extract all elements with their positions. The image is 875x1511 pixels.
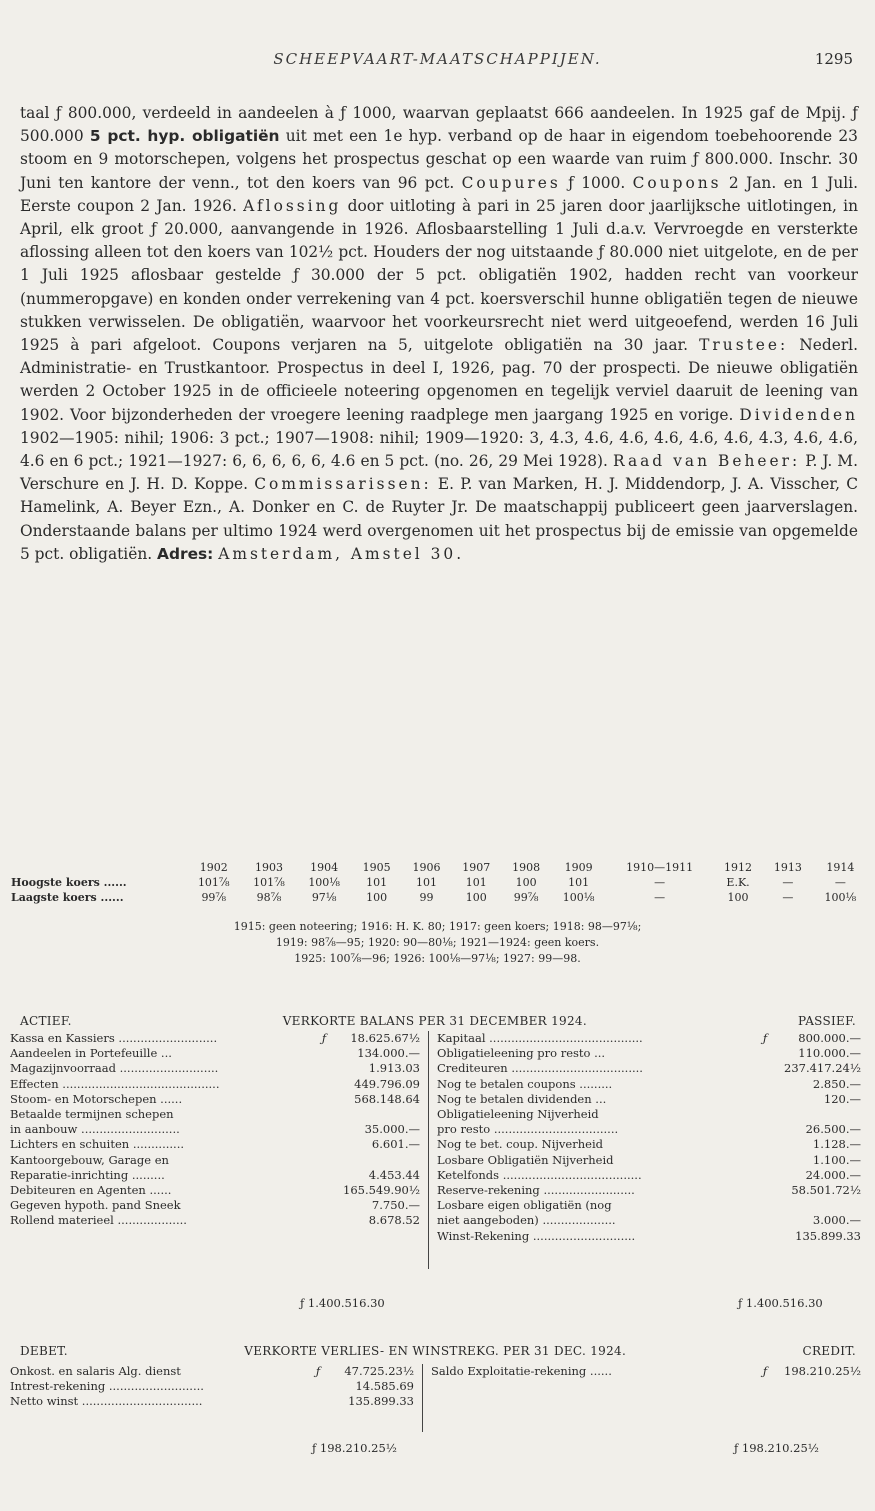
balance-heading (20, 1014, 856, 1028)
year-header: 1910—1911 (626, 861, 694, 874)
ledger-row (10, 1077, 426, 1092)
price-cell: — (654, 876, 666, 889)
currency-sign: ƒ (321, 1031, 327, 1045)
label-raad: Raad van Beheer: (613, 452, 801, 471)
text-p1: taal ƒ 800.000, verdeeld in aandeelen à ƒ 1000, waarvan geplaatst 666 aandeelen. In 1925 gaf de Mpij. ƒ 500.000 (20, 104, 858, 146)
ledger-row (429, 1137, 867, 1152)
paragraph (20, 102, 858, 566)
price-extra-line: 1919: 98⅞—95; 1920: 90—80⅛; 1921—1924: geen koers. (275, 936, 600, 949)
label-dividenden: Dividenden (739, 405, 858, 424)
currency-sign (316, 1122, 332, 1137)
ledger-row (10, 1213, 426, 1228)
ledger-row (429, 1153, 867, 1168)
price-table-header (8, 860, 868, 875)
price-cell: 100 (465, 891, 487, 904)
label-adres: Adres: (157, 544, 214, 563)
year-header: 1914 (826, 861, 855, 874)
year-header: 1907 (462, 861, 491, 874)
currency-sign (316, 1153, 332, 1168)
ledger-item-value: 7.750.— (371, 1198, 420, 1213)
ledger-row (10, 1107, 426, 1122)
ledger-item-value: 237.417.24½ (784, 1061, 861, 1076)
currency-sign (757, 1092, 773, 1107)
ledger-row (10, 1183, 426, 1198)
price-cell: 99 (419, 891, 434, 904)
ledger-row (423, 1364, 867, 1379)
currency-sign (757, 1046, 773, 1061)
currency-sign (316, 1092, 332, 1107)
price-extra-line: 1915: geen noteering; 1916: H. K. 80; 1917: geen koers; 1918: 98—97⅛; (233, 920, 642, 933)
price-cell: 100⅛ (308, 876, 340, 889)
ledger-row (429, 1198, 867, 1213)
ledger-item-name: Aandeelen in Portefeuille ... (10, 1046, 172, 1061)
ledger-item-name: Crediteuren .................................... (437, 1061, 643, 1076)
pl-heading (20, 1344, 856, 1358)
year-header: 1908 (512, 861, 541, 874)
text-trustee: Nederl. Administratie- en Trustkantoor. Prospectus in deel I, 1926, pag. 70 der prospecti. De nieuwe obligatiën werden 2 October 1925 in de officieele noteering opgenomen en tegelijk verviel daaruit de leening van 1902. Voor bijzonderheden der vroegere leening raadplege men jaargang 1925 en vorige. (20, 336, 858, 424)
ledger-item-name: Netto winst ................................. (10, 1394, 203, 1409)
row-label: Laagste koers ...... (11, 891, 124, 904)
currency-sign (757, 1183, 773, 1198)
label-coupons: Coupons (632, 173, 722, 192)
currency-sign (310, 1394, 326, 1409)
ledger-item-value: 6.601.— (371, 1137, 420, 1152)
ledger-item-value: 1.128.— (812, 1137, 861, 1152)
ledger-item-name: niet aangeboden) .................... (437, 1213, 616, 1228)
ledger-item-name: Losbare Obligatiën Nijverheid (437, 1152, 614, 1167)
year-header: 1904 (310, 861, 339, 874)
ledger-row (429, 1168, 867, 1183)
price-cell: 100⅛ (562, 891, 595, 904)
currency-sign (316, 1061, 332, 1076)
ledger-item-name: Nog te bet. coup. Nijverheid (437, 1137, 603, 1152)
text-aflossing: door uitloting à pari in 25 jaren door jaarlijksche uitlotingen, in April, elk groot ƒ 20.000, aanvangende in 1926. Aflosbaarstelling 1 Juli d.a.v. Vervroegde en versterkte aflossing alleen tot den koers van 102½ pct. Houders der nog uitstaande ƒ 80.000 niet uitgelote, en de per 1 Juli 1925 aflosbaar gestelde ƒ 30.000 der 5 pct. obligatiën 1902, hadden recht van voorkeur (nummeropgave) en konden onder verrekening van 4 pct. koersverschil hunne obligatiën tegen de nieuwe stukken verwisselen. De obligatiën, waarvoor het voorkeursrecht niet werd uitgeoefend, werden 16 Juli 1925 à pari afgeloot. Coupons verjaren na 5, uitgelote obligatiën na 30 jaar. (20, 196, 858, 355)
label-coupures: Coupures (461, 173, 561, 192)
price-extra-line: 1925: 100⅞—96; 1926: 100⅛—97⅛; 1927: 99—98. (294, 952, 581, 965)
ledger-row (429, 1107, 867, 1122)
ledger-item-name: Nog te betalen dividenden ... (437, 1091, 607, 1106)
ledger-item-value: 26.500.— (805, 1122, 861, 1137)
price-table-corner (8, 860, 186, 875)
year-header: 1909 (564, 861, 593, 874)
price-cell: 99⅞ (513, 891, 539, 904)
currency-sign (316, 1077, 332, 1092)
ledger-item-name: Losbare eigen obligatiën (nog (437, 1198, 612, 1213)
ledger-item-name: Betaalde termijnen schepen (10, 1107, 174, 1122)
currency-sign (316, 1183, 332, 1198)
ledger-item-name: Gegeven hypoth. pand Sneek (10, 1198, 181, 1213)
heading-credit: CREDIT. (802, 1344, 856, 1358)
ledger-item-value: 35.000.— (364, 1122, 420, 1137)
price-cell: — (834, 876, 846, 889)
ledger-item-name: Obligatieleening pro resto ... (437, 1046, 606, 1061)
ledger-row (429, 1077, 867, 1092)
ledger-item-value: 198.210.25½ (784, 1364, 861, 1378)
currency-sign (316, 1198, 332, 1213)
ledger-item-name: Magazijnvoorraad ........................... (10, 1061, 219, 1076)
ledger-row (10, 1137, 426, 1152)
ledger-item-name: Reserve-rekening ......................... (437, 1183, 635, 1198)
ledger-item-name: in aanbouw ........................... (10, 1122, 180, 1137)
currency-sign (316, 1168, 332, 1183)
text-dividenden: 1902—1905: nihil; 1906: 3 pct.; 1907—1908: nihil; 1909—1920: 3, 4.3, 4.6, 4.6, 4.6, 4.6, 4.6, 4.3, 4.6, 4.6, 4.6 en 6 pct.; 1921—1927: 6, 6, 6, 6, 6, 4.6 en 5 pct. (no. 26, 29 Mei 1928). (20, 428, 858, 471)
ledger-item-name: Winst-Rekening ............................ (437, 1228, 636, 1243)
currency-sign (316, 1137, 332, 1152)
ledger-item-name: pro resto .................................. (437, 1122, 619, 1137)
ledger-row (10, 1168, 426, 1183)
ledger-row (10, 1031, 426, 1046)
text-raad: P. J. M. Verschure en J. H. D. Koppe. (20, 452, 858, 494)
ledger-item-name: Kassa en Kassiers ........................... (10, 1031, 218, 1045)
ledger-item-value: 449.796.09 (354, 1076, 420, 1091)
ledger-item-name: Effecten ........................................... (10, 1076, 220, 1091)
text-commissarissen: E. P. van Marken, H. J. Middendorp, J. A. Visscher, C Hamelink, A. Beyer Ezn., A. Donker en C. de Ruyter Jr. De maatschappij publiceert geen jaarverslagen. Onderstaande balans per ultimo 1924 werd overgenomen uit het prospectus bij de emissie van opgemelde 5 pct. obligatiën. (20, 475, 858, 563)
ledger-row (429, 1183, 867, 1198)
ledger-item-value: 58.501.72½ (791, 1183, 861, 1198)
price-row-low (8, 890, 868, 905)
heading-debet: DEBET. (20, 1344, 68, 1358)
price-cell: 101⅞ (253, 876, 285, 889)
text-coupons: 2 Jan. en 1 Juli. Eerste coupon 2 Jan. 1926. (20, 173, 858, 215)
label-aflossing: Aflossing (243, 196, 342, 215)
price-cell: 101 (568, 876, 590, 889)
heading-verlies-winst: VERKORTE VERLIES- EN WINSTREKG. PER 31 DEC. 1924. (244, 1344, 627, 1358)
year-header: 1903 (254, 861, 283, 874)
price-cell: 101⅞ (197, 876, 230, 889)
currency-sign (757, 1061, 773, 1076)
ledger-item-name: Nog te betalen coupons ......... (437, 1076, 613, 1091)
credit-column (422, 1364, 867, 1432)
ledger-item-value: 135.899.33 (348, 1394, 414, 1409)
currency-sign (757, 1137, 773, 1152)
price-cell: 100⅛ (824, 891, 857, 904)
ledger-item-value: 134.000.— (357, 1046, 420, 1061)
ledger-row (429, 1092, 867, 1107)
currency-sign (316, 1213, 332, 1228)
ledger-row (10, 1198, 426, 1213)
ledger-item-value: 800.000.— (798, 1031, 861, 1045)
ledger-row (10, 1153, 426, 1168)
currency-sign (757, 1122, 773, 1137)
currency-sign (757, 1153, 773, 1168)
ledger-item-value: 3.000.— (812, 1213, 861, 1228)
balance-total-left: ƒ 1.400.516.30 (300, 1296, 385, 1310)
ledger-item-name: Reparatie-inrichting ......... (10, 1167, 165, 1182)
ledger-item-value (773, 1107, 867, 1122)
currency-sign (757, 1077, 773, 1092)
ledger-item-value: 120.— (823, 1091, 861, 1106)
price-cell: — (654, 891, 666, 904)
ledger-row (429, 1031, 867, 1046)
ledger-item-value (332, 1153, 426, 1168)
ledger-row (429, 1229, 867, 1244)
pl-total-left: ƒ 198.210.25½ (312, 1441, 397, 1455)
liabilities-column (428, 1031, 867, 1269)
price-cell: — (782, 891, 794, 904)
ledger-item-value: 47.725.23½ (344, 1364, 414, 1378)
currency-sign (757, 1198, 773, 1213)
price-table (8, 860, 868, 905)
text-coupures: ƒ 1000. (568, 173, 626, 192)
text-p1-rest: uit met een 1e hyp. verband op de haar in eigendom toebehoorende 23 stoom en 9 motorschepen, volgens het prospectus geschat op een waarde van ruim ƒ 800.000. Inschr. 30 Juni ten kantore der venn., tot den koers van 96 pct. (20, 127, 858, 192)
price-cell: 97⅛ (311, 891, 337, 904)
ledger-row (429, 1122, 867, 1137)
ledger-item-name: Obligatieleening Nijverheid (437, 1107, 599, 1122)
ledger-item-name: Kapitaal .......................................... (437, 1031, 643, 1045)
ledger-row (429, 1213, 867, 1228)
balance-total-right: ƒ 1.400.516.30 (738, 1296, 823, 1310)
year-header: 1905 (362, 861, 391, 874)
text-adres: Amsterdam, Amstel 30. (218, 544, 465, 563)
ledger-item-value (332, 1107, 426, 1122)
price-cell: 99⅞ (201, 891, 227, 904)
body-text (20, 102, 858, 566)
price-cell: 101 (366, 876, 388, 889)
pl-total-right: ƒ 198.210.25½ (734, 1441, 819, 1455)
ledger-row (10, 1046, 426, 1061)
ledger-item-name: Debiteuren en Agenten ...... (10, 1183, 172, 1198)
profit-loss-account (10, 1364, 866, 1474)
bond-heading: 5 pct. hyp. obligatiën (89, 127, 280, 146)
ledger-item-value: 1.100.— (812, 1152, 861, 1167)
currency-sign (310, 1379, 326, 1394)
price-row-high (8, 875, 868, 890)
label-trustee: Trustee: (699, 336, 789, 355)
ledger-item-name: Stoom- en Motorschepen ...... (10, 1091, 183, 1106)
assets-column (10, 1031, 426, 1229)
balance-sheet (10, 1031, 866, 1301)
ledger-item-value: 4.453.44 (368, 1167, 420, 1182)
year-header: 1912 (724, 861, 753, 874)
row-label: Hoogste koers ...... (11, 876, 127, 889)
price-cell: E.K. (726, 876, 750, 889)
currency-sign (757, 1107, 773, 1122)
ledger-item-value: 110.000.— (798, 1046, 861, 1061)
ledger-item-value: 165.549.90½ (343, 1183, 420, 1198)
year-header: 1913 (773, 861, 802, 874)
running-title: SCHEEPVAART-MAATSCHAPPIJEN. (273, 50, 602, 68)
currency-sign (757, 1213, 773, 1228)
label-commissarissen: Commissarissen: (254, 475, 432, 494)
ledger-item-value (773, 1198, 867, 1213)
ledger-item-name: Onkost. en salaris Alg. dienst (10, 1364, 181, 1378)
year-header: 1902 (199, 861, 228, 874)
ledger-item-value: 2.850.— (812, 1076, 861, 1091)
price-cell: 98⅞ (256, 891, 282, 904)
ledger-row (10, 1092, 426, 1107)
currency-sign: ƒ (315, 1364, 321, 1378)
heading-actief: ACTIEF. (20, 1014, 72, 1028)
currency-sign: ƒ (762, 1031, 768, 1045)
ledger-item-name: Saldo Exploitatie-rekening ...... (431, 1364, 612, 1378)
ledger-item-value: 24.000.— (805, 1167, 861, 1182)
currency-sign: ƒ (762, 1364, 768, 1378)
heading-balans: VERKORTE BALANS PER 31 DECEMBER 1924. (282, 1014, 587, 1028)
year-header: 1906 (412, 861, 441, 874)
ledger-item-name: Rollend materieel ................... (10, 1213, 187, 1228)
ledger-item-value: 1.913.03 (368, 1061, 420, 1076)
ledger-row (10, 1122, 426, 1137)
currency-sign (757, 1168, 773, 1183)
debit-column (10, 1364, 420, 1410)
ledger-item-value: 14.585.69 (355, 1379, 414, 1394)
ledger-item-value: 18.625.67½ (350, 1031, 420, 1045)
ledger-row (10, 1061, 426, 1076)
currency-sign (316, 1107, 332, 1122)
ledger-row (10, 1394, 420, 1409)
ledger-item-name: Kantoorgebouw, Garage en (10, 1152, 169, 1167)
price-cell: 101 (465, 876, 487, 889)
running-head (0, 50, 875, 76)
ledger-row (429, 1046, 867, 1061)
ledger-item-value: 568.148.64 (354, 1091, 420, 1106)
price-cell: 100 (366, 891, 388, 904)
currency-sign (316, 1046, 332, 1061)
ledger-row (10, 1364, 420, 1379)
ledger-item-name: Intrest-rekening .......................... (10, 1379, 204, 1394)
ledger-item-name: Ketelfonds ...................................... (437, 1167, 642, 1182)
ledger-row (10, 1379, 420, 1394)
ledger-row (429, 1061, 867, 1076)
price-cell: 100 (515, 876, 537, 889)
heading-passief: PASSIEF. (797, 1014, 856, 1028)
price-cell: 101 (415, 876, 437, 889)
price-cell: — (782, 876, 794, 889)
currency-sign (757, 1229, 773, 1244)
ledger-item-value: 135.899.33 (795, 1228, 861, 1243)
ledger-item-value: 8.678.52 (368, 1213, 420, 1228)
ledger-item-name: Lichters en schuiten .............. (10, 1137, 185, 1152)
page-number: 1295 (814, 50, 853, 68)
price-cell: 100 (727, 891, 749, 904)
